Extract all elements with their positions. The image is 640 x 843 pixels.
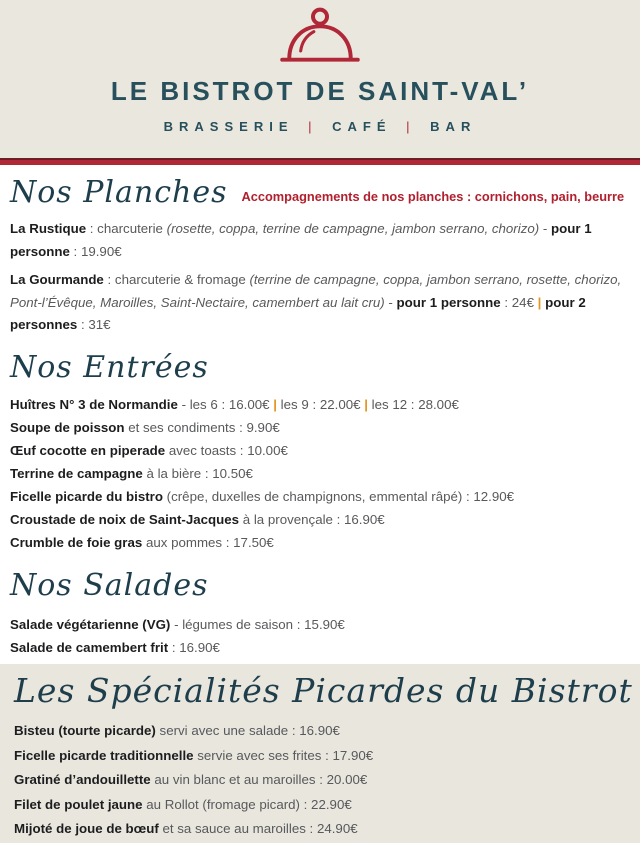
- menu-item-text: Croustade de noix de Saint-Jacques: [10, 511, 240, 527]
- subtitle-separator: |: [308, 119, 318, 134]
- menu-item-text: aux pommes : 17.50€: [142, 534, 274, 550]
- menu-item-text: Ficelle picarde traditionnelle: [14, 747, 194, 763]
- menu-item-text: : 31€: [77, 317, 111, 332]
- menu-item-text: : charcuterie: [86, 221, 167, 236]
- restaurant-subtitle: [0, 119, 640, 134]
- menu-item-text: pour 1 personne: [396, 294, 501, 310]
- menu-item-text: Bisteu (tourte picarde): [14, 723, 156, 739]
- specialites-list: [14, 720, 626, 840]
- section-entrees: [10, 348, 630, 554]
- menu-item-text: pour 2 personnes: [10, 294, 586, 332]
- menu-item-text: La Gourmande: [10, 272, 104, 287]
- menu-item: [14, 818, 626, 840]
- menu-item: [10, 269, 630, 337]
- menu-item-text: |: [537, 294, 542, 310]
- planches-heading: Nos Planches: [10, 175, 228, 210]
- menu-item-text: Soupe de poisson: [10, 419, 125, 435]
- menu-item-text: (rosette, coppa, terrine de campagne, jambon serrano, chorizo): [166, 221, 540, 236]
- menu-item-text: La Rustique: [10, 221, 87, 236]
- menu-item-text: à la provençale : 16.90€: [239, 511, 385, 527]
- menu-item-text: (crêpe, duxelles de champignons, emmental râpé) : 12.90€: [162, 488, 515, 504]
- menu-item-text: Œuf cocotte en piperade: [10, 442, 166, 458]
- menu-item-text: au vin blanc et au maroilles : 20.00€: [150, 772, 368, 788]
- menu-item-text: Mijoté de joue de bœuf: [14, 821, 159, 837]
- menu-item-text: Salade de camembert frit: [10, 639, 169, 655]
- section-salades: [10, 566, 630, 659]
- menu-item-text: : 16.90€: [168, 639, 220, 655]
- specialites-heading: Les Spécialités Picardes du Bistrot: [14, 670, 633, 710]
- entrees-heading: Nos Entrées: [10, 349, 209, 385]
- menu-item-text: les 9 : 22.00€: [276, 396, 365, 412]
- salades-heading: Nos Salades: [10, 567, 209, 603]
- menu-item-text: (terrine de campagne, coppa, jambon serrano, rosette, chorizo, Pont-l’Évêque, Maroilles, Saint-Nectaire, camembert au lait cru): [10, 272, 622, 310]
- menu-body: [0, 165, 640, 664]
- menu-item-text: -: [539, 221, 551, 236]
- menu-item: [10, 394, 630, 416]
- entrees-list: [10, 394, 630, 554]
- menu-item: [10, 509, 630, 531]
- menu-item-text: et sa sauce au maroilles : 24.90€: [158, 821, 358, 837]
- menu-item: [10, 440, 630, 462]
- menu-item: [10, 417, 630, 439]
- menu-item-text: |: [364, 396, 368, 412]
- menu-item-text: : charcuterie & fromage: [103, 272, 250, 287]
- menu-item: [10, 218, 630, 263]
- menu-item: [10, 637, 630, 659]
- cloche-icon: [276, 7, 364, 72]
- menu-item: [14, 769, 626, 791]
- menu-item-text: pour 1 personne: [10, 221, 592, 259]
- menu-item-text: -: [384, 294, 397, 310]
- menu-item: [10, 486, 630, 508]
- menu-item-text: les 12 : 28.00€: [367, 396, 459, 412]
- menu-item: [10, 463, 630, 485]
- divider-line: [0, 158, 640, 165]
- restaurant-title: LE BISTROT DE SAINT-VAL’: [110, 76, 530, 106]
- menu-item: [14, 745, 626, 767]
- subtitle-separator: |: [406, 119, 416, 134]
- section-planches: [10, 173, 630, 337]
- menu-item-text: Terrine de campagne: [10, 465, 143, 481]
- menu-item-text: à la bière : 10.50€: [142, 465, 253, 481]
- menu-item-text: servi avec une salade : 16.90€: [155, 723, 340, 739]
- section-specialites: [0, 664, 640, 843]
- menu-item-text: - légumes de saison : 15.90€: [170, 616, 345, 632]
- menu-item-text: Salade végétarienne (VG): [10, 616, 171, 632]
- menu-item-text: au Rollot (fromage picard) : 22.90€: [142, 796, 352, 812]
- menu-item-text: : 19.90€: [69, 243, 122, 259]
- menu-item-text: Crumble de foie gras: [10, 534, 143, 550]
- subtitle-brasserie: BRASSERIE: [163, 119, 294, 134]
- menu-header: [0, 0, 640, 158]
- menu-item-text: Huîtres N° 3 de Normandie: [10, 396, 178, 412]
- menu-item-text: et ses condiments : 9.90€: [124, 419, 280, 435]
- subtitle-cafe: CAFÉ: [332, 119, 392, 134]
- planches-note: Accompagnements de nos planches : cornichons, pain, beurre: [241, 189, 625, 204]
- subtitle-bar: BAR: [430, 119, 477, 134]
- menu-item-text: Ficelle picarde du bistro: [10, 488, 163, 504]
- menu-item-text: Filet de poulet jaune: [14, 796, 143, 812]
- menu-item: [14, 720, 626, 742]
- menu-item-text: servie avec ses frites : 17.90€: [193, 747, 374, 763]
- menu-item-text: Gratiné d’andouillette: [14, 772, 151, 788]
- planches-heading-row: [10, 173, 630, 212]
- menu-item: [10, 532, 630, 554]
- menu-item-text: |: [273, 396, 277, 412]
- menu-item-text: avec toasts : 10.00€: [165, 442, 288, 458]
- salades-list: [10, 614, 630, 659]
- menu-item-text: - les 6 : 16.00€: [177, 396, 274, 412]
- menu-item: [14, 794, 626, 816]
- menu-item-text: : 24€: [500, 294, 538, 310]
- menu-item: [10, 614, 630, 636]
- planches-list: [10, 218, 630, 337]
